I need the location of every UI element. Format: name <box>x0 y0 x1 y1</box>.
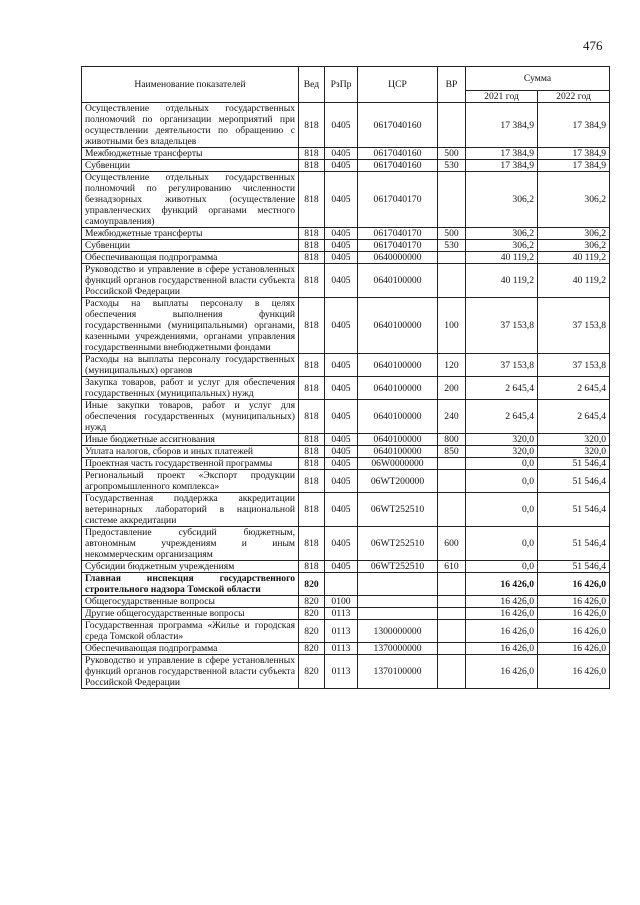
cell-vr: 850 <box>438 446 466 458</box>
cell-csr: 0617040170 <box>358 172 438 228</box>
cell-name: Другие общегосударственные вопросы <box>82 608 299 620</box>
cell-y2022: 17 384,9 <box>538 103 610 148</box>
cell-rzpr: 0405 <box>325 264 358 298</box>
cell-name: Руководство и управление в сфере установленных функций органов государственной власти субъекта Российской Федерации <box>82 655 299 689</box>
cell-y2022: 37 153,8 <box>538 298 610 354</box>
cell-y2022: 16 426,0 <box>538 643 610 655</box>
cell-name: Межбюджетные трансферты <box>82 228 299 240</box>
cell-y2022: 2 645,4 <box>538 400 610 434</box>
cell-rzpr: 0405 <box>325 160 358 172</box>
cell-name: Главная инспекция государственного строительного надзора Томской области <box>82 573 299 596</box>
cell-name: Общегосударственные вопросы <box>82 596 299 608</box>
cell-name: Расходы на выплаты персоналу в целях обеспечения выполнения функций государственными (муниципальными) органами, казенными учреждениями, органами управления государственными внебюджетными фондами <box>82 298 299 354</box>
cell-y2022: 306,2 <box>538 228 610 240</box>
cell-ved: 818 <box>299 103 325 148</box>
table-row <box>82 527 610 561</box>
cell-vr <box>438 655 466 689</box>
budget-table <box>81 66 610 689</box>
cell-ved: 820 <box>299 573 325 596</box>
table-row <box>82 493 610 527</box>
cell-rzpr: 0405 <box>325 400 358 434</box>
cell-ved: 818 <box>299 172 325 228</box>
cell-csr: 0640100000 <box>358 377 438 400</box>
cell-y2021: 16 426,0 <box>466 620 538 643</box>
cell-csr: 0640100000 <box>358 446 438 458</box>
cell-csr: 06WT200000 <box>358 470 438 493</box>
cell-y2021: 17 384,9 <box>466 103 538 148</box>
cell-rzpr: 0405 <box>325 458 358 470</box>
cell-name: Иные бюджетные ассигнования <box>82 434 299 446</box>
cell-ved: 820 <box>299 655 325 689</box>
cell-ved: 818 <box>299 377 325 400</box>
cell-name: Региональный проект «Экспорт продукции агропромышленного комплекса» <box>82 470 299 493</box>
cell-y2021: 37 153,8 <box>466 354 538 377</box>
cell-csr: 0640000000 <box>358 252 438 264</box>
cell-rzpr: 0405 <box>325 434 358 446</box>
cell-y2021: 2 645,4 <box>466 377 538 400</box>
cell-rzpr: 0100 <box>325 596 358 608</box>
cell-y2021: 0,0 <box>466 458 538 470</box>
cell-vr <box>438 493 466 527</box>
cell-ved: 818 <box>299 561 325 573</box>
cell-rzpr: 0405 <box>325 527 358 561</box>
cell-rzpr: 0405 <box>325 446 358 458</box>
table-row <box>82 608 610 620</box>
cell-rzpr: 0405 <box>325 298 358 354</box>
cell-y2022: 2 645,4 <box>538 377 610 400</box>
cell-rzpr: 0405 <box>325 252 358 264</box>
cell-name: Субсидии бюджетным учреждениям <box>82 561 299 573</box>
cell-ved: 820 <box>299 596 325 608</box>
cell-rzpr <box>325 573 358 596</box>
cell-rzpr: 0113 <box>325 608 358 620</box>
cell-vr: 530 <box>438 160 466 172</box>
cell-y2021: 306,2 <box>466 228 538 240</box>
table-row <box>82 240 610 252</box>
cell-name: Уплата налогов, сборов и иных платежей <box>82 446 299 458</box>
cell-name: Субвенции <box>82 240 299 252</box>
cell-csr: 1370000000 <box>358 643 438 655</box>
cell-csr: 0640100000 <box>358 298 438 354</box>
cell-csr: 1370100000 <box>358 655 438 689</box>
header-year-2022: 2022 год <box>538 91 610 103</box>
cell-name: Расходы на выплаты персоналу государственных (муниципальных) органов <box>82 354 299 377</box>
cell-ved: 818 <box>299 493 325 527</box>
cell-ved: 818 <box>299 434 325 446</box>
cell-name: Субвенции <box>82 160 299 172</box>
cell-csr: 0640100000 <box>358 264 438 298</box>
cell-ved: 818 <box>299 252 325 264</box>
cell-csr: 0617040170 <box>358 240 438 252</box>
cell-ved: 820 <box>299 608 325 620</box>
cell-ved: 818 <box>299 298 325 354</box>
cell-ved: 818 <box>299 354 325 377</box>
cell-vr <box>438 596 466 608</box>
header-vr: ВР <box>438 67 466 103</box>
cell-y2022: 306,2 <box>538 172 610 228</box>
cell-y2022: 16 426,0 <box>538 608 610 620</box>
table-row <box>82 377 610 400</box>
cell-y2022: 16 426,0 <box>538 573 610 596</box>
cell-y2021: 16 426,0 <box>466 608 538 620</box>
cell-rzpr: 0405 <box>325 561 358 573</box>
cell-rzpr: 0405 <box>325 240 358 252</box>
cell-ved: 818 <box>299 458 325 470</box>
table-row <box>82 252 610 264</box>
cell-ved: 818 <box>299 160 325 172</box>
cell-vr: 610 <box>438 561 466 573</box>
cell-vr <box>438 470 466 493</box>
header-rzpr: РзПр <box>325 67 358 103</box>
cell-rzpr: 0113 <box>325 643 358 655</box>
cell-name: Межбюджетные трансферты <box>82 148 299 160</box>
cell-y2021: 306,2 <box>466 172 538 228</box>
cell-rzpr: 0405 <box>325 228 358 240</box>
cell-y2021: 320,0 <box>466 446 538 458</box>
cell-y2021: 37 153,8 <box>466 298 538 354</box>
cell-ved: 818 <box>299 264 325 298</box>
cell-csr: 0617040160 <box>358 160 438 172</box>
cell-csr: 0640100000 <box>358 434 438 446</box>
table-row <box>82 458 610 470</box>
table-row <box>82 561 610 573</box>
header-year-2021: 2021 год <box>466 91 538 103</box>
cell-csr <box>358 608 438 620</box>
table-row <box>82 643 610 655</box>
cell-ved: 820 <box>299 643 325 655</box>
table-row <box>82 596 610 608</box>
header-name: Наименование показателей <box>82 67 299 103</box>
cell-y2022: 40 119,2 <box>538 264 610 298</box>
cell-vr <box>438 103 466 148</box>
cell-y2021: 0,0 <box>466 561 538 573</box>
cell-csr: 0617040160 <box>358 103 438 148</box>
cell-csr: 06WT252510 <box>358 561 438 573</box>
table-row <box>82 148 610 160</box>
cell-csr <box>358 573 438 596</box>
cell-y2022: 51 546,4 <box>538 493 610 527</box>
cell-csr: 06WT252510 <box>358 527 438 561</box>
table-row <box>82 620 610 643</box>
cell-rzpr: 0113 <box>325 655 358 689</box>
cell-vr <box>438 608 466 620</box>
cell-rzpr: 0405 <box>325 354 358 377</box>
cell-csr <box>358 596 438 608</box>
cell-csr: 0640100000 <box>358 400 438 434</box>
cell-vr <box>438 573 466 596</box>
cell-vr: 500 <box>438 228 466 240</box>
cell-ved: 818 <box>299 148 325 160</box>
cell-y2021: 16 426,0 <box>466 655 538 689</box>
cell-name: Предоставление субсидий бюджетным, автономным учреждениям и иным некоммерческим организациям <box>82 527 299 561</box>
cell-name: Государственная поддержка аккредитации ветеринарных лабораторий в национальной системе аккредитации <box>82 493 299 527</box>
table-row <box>82 228 610 240</box>
cell-csr: 0617040170 <box>358 228 438 240</box>
table-row <box>82 264 610 298</box>
cell-name: Проектная часть государственной программы <box>82 458 299 470</box>
header-ved: Вед <box>299 67 325 103</box>
cell-y2021: 0,0 <box>466 527 538 561</box>
cell-ved: 818 <box>299 400 325 434</box>
cell-vr <box>438 252 466 264</box>
cell-y2022: 51 546,4 <box>538 527 610 561</box>
cell-csr: 1300000000 <box>358 620 438 643</box>
page-number: 476 <box>583 38 603 53</box>
cell-vr: 240 <box>438 400 466 434</box>
cell-y2022: 320,0 <box>538 446 610 458</box>
cell-vr: 800 <box>438 434 466 446</box>
cell-vr <box>438 643 466 655</box>
cell-name: Закупка товаров, работ и услуг для обеспечения государственных (муниципальных) нужд <box>82 377 299 400</box>
cell-name: Осуществление отдельных государственных полномочий по регулированию численности безнадзорных животных (осуществление управленческих функций органами местного самоуправления) <box>82 172 299 228</box>
cell-y2021: 16 426,0 <box>466 596 538 608</box>
cell-rzpr: 0113 <box>325 620 358 643</box>
cell-name: Иные закупки товаров, работ и услуг для обеспечения государственных (муниципальных) нужд <box>82 400 299 434</box>
cell-ved: 818 <box>299 446 325 458</box>
cell-y2022: 37 153,8 <box>538 354 610 377</box>
cell-y2022: 320,0 <box>538 434 610 446</box>
cell-y2022: 51 546,4 <box>538 458 610 470</box>
table-row <box>82 103 610 148</box>
cell-name: Государственная программа «Жилье и городская среда Томской области» <box>82 620 299 643</box>
cell-y2022: 51 546,4 <box>538 561 610 573</box>
cell-y2022: 16 426,0 <box>538 620 610 643</box>
cell-csr: 0617040160 <box>358 148 438 160</box>
table-row <box>82 160 610 172</box>
table-row <box>82 655 610 689</box>
cell-rzpr: 0405 <box>325 148 358 160</box>
table-row <box>82 573 610 596</box>
cell-vr <box>438 172 466 228</box>
table-row <box>82 298 610 354</box>
cell-ved: 818 <box>299 240 325 252</box>
cell-csr: 06W0000000 <box>358 458 438 470</box>
cell-y2022: 17 384,9 <box>538 148 610 160</box>
cell-rzpr: 0405 <box>325 172 358 228</box>
table-row <box>82 434 610 446</box>
cell-csr: 0640100000 <box>358 354 438 377</box>
header-sum: Сумма <box>466 67 610 91</box>
cell-y2021: 40 119,2 <box>466 252 538 264</box>
cell-y2021: 16 426,0 <box>466 573 538 596</box>
cell-y2021: 17 384,9 <box>466 148 538 160</box>
cell-y2021: 16 426,0 <box>466 643 538 655</box>
cell-ved: 818 <box>299 527 325 561</box>
cell-name: Руководство и управление в сфере установленных функций органов государственной власти субъекта Российской Федерации <box>82 264 299 298</box>
cell-y2021: 2 645,4 <box>466 400 538 434</box>
cell-y2021: 0,0 <box>466 470 538 493</box>
cell-y2022: 306,2 <box>538 240 610 252</box>
cell-rzpr: 0405 <box>325 377 358 400</box>
cell-y2022: 17 384,9 <box>538 160 610 172</box>
table-row <box>82 446 610 458</box>
cell-y2021: 17 384,9 <box>466 160 538 172</box>
cell-name: Обеспечивающая подпрограмма <box>82 252 299 264</box>
cell-y2021: 40 119,2 <box>466 264 538 298</box>
cell-ved: 818 <box>299 228 325 240</box>
cell-y2021: 0,0 <box>466 493 538 527</box>
header-csr: ЦСР <box>358 67 438 103</box>
cell-ved: 820 <box>299 620 325 643</box>
table-row <box>82 172 610 228</box>
cell-name: Обеспечивающая подпрограмма <box>82 643 299 655</box>
cell-vr <box>438 458 466 470</box>
cell-vr: 600 <box>438 527 466 561</box>
cell-vr <box>438 264 466 298</box>
cell-vr <box>438 620 466 643</box>
cell-rzpr: 0405 <box>325 493 358 527</box>
cell-ved: 818 <box>299 470 325 493</box>
cell-y2022: 51 546,4 <box>538 470 610 493</box>
cell-name: Осуществление отдельных государственных полномочий по организации мероприятий при осуществлении деятельности по обращению с животными без владельцев <box>82 103 299 148</box>
cell-rzpr: 0405 <box>325 470 358 493</box>
cell-vr: 100 <box>438 298 466 354</box>
table-row <box>82 354 610 377</box>
cell-csr: 06WT252510 <box>358 493 438 527</box>
cell-y2022: 16 426,0 <box>538 596 610 608</box>
cell-y2021: 306,2 <box>466 240 538 252</box>
cell-vr: 530 <box>438 240 466 252</box>
cell-vr: 500 <box>438 148 466 160</box>
table-row <box>82 400 610 434</box>
cell-vr: 120 <box>438 354 466 377</box>
cell-rzpr: 0405 <box>325 103 358 148</box>
cell-y2021: 320,0 <box>466 434 538 446</box>
cell-y2022: 16 426,0 <box>538 655 610 689</box>
cell-vr: 200 <box>438 377 466 400</box>
table-row <box>82 470 610 493</box>
cell-y2022: 40 119,2 <box>538 252 610 264</box>
